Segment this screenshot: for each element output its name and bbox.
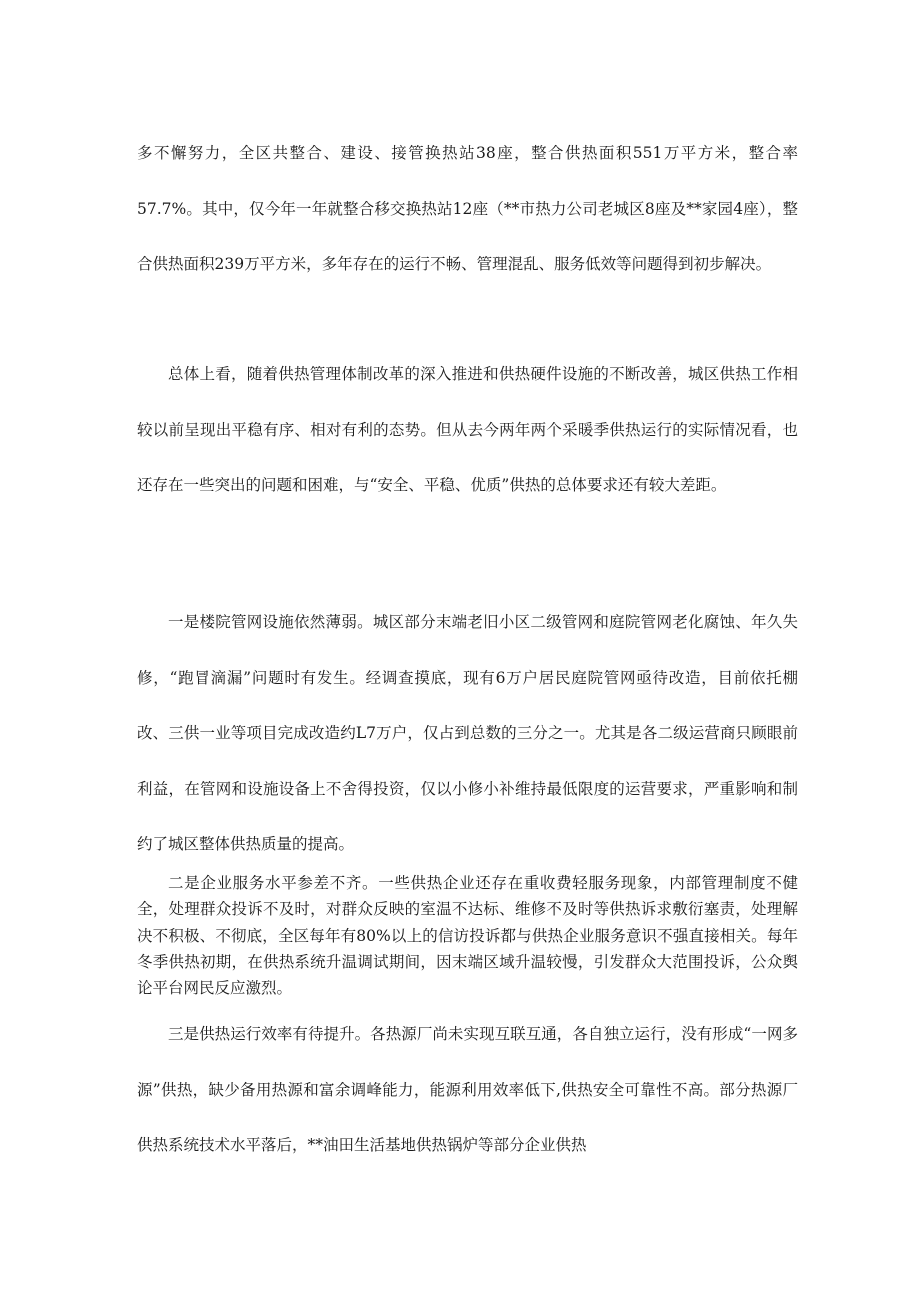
- paragraph-service-level-issue: 二是企业服务水平参差不齐。一些供热企业还存在重收费轻服务现象，内部管理制度不健全，处理群众投诉不及时，对群众反映的室温不达标、维修不及时等供热诉求敷衍塞责，处理解决不积极、不彻底，全区每年有80%以上的信访投诉都与供热企业服务意识不强直接相关。每年冬季供热初期，在供热系统升温调试期间，因末端区域升温较慢，引发群众大范围投诉，公众舆论平台网民反应激烈。: [137, 874, 798, 998]
- paragraph-pipe-network-issue: 一是楼院管网设施依然薄弱。城区部分末端老旧小区二级管网和庭院管网老化腐蚀、年久失修，“跑冒滴漏”问题时有发生。经调查摸底，现有6万户居民庭院管网亟待改造，目前依托棚改、三供一业等项目完成改造约L7万户，仅占到总数的三分之一。尤其是各二级运营商只顾眼前利益，在管网和设施设备上不舍得投资，仅以小修小补维持最低限度的运营要求，严重影响和制约了城区整体供热质量的提高。: [137, 613, 798, 853]
- paragraph-operation-efficiency-issue: 三是供热运行效率有待提升。各热源厂尚未实现互联互通，各自独立运行，没有形成“一网多源”供热，缺少备用热源和富余调峰能力，能源利用效率低下,供热安全可靠性不高。部分热源厂供热系统技术水平落后，**油田生活基地供热锅炉等部分企业供热: [137, 1025, 798, 1154]
- paragraph-integration-results: 多不懈努力，全区共整合、建设、接管换热站38座，整合供热面积551万平方米，整合率57.7%。其中，仅今年一年就整合移交换热站12座（**市热力公司老城区8座及**家园4座），整合供热面积239万平方米，多年存在的运行不畅、管理混乱、服务低效等问题得到初步解决。: [137, 144, 798, 273]
- paragraph-overall-assessment: 总体上看，随着供热管理体制改革的深入推进和供热硬件设施的不断改善，城区供热工作相较以前呈现出平稳有序、相对有利的态势。但从去今两年两个采暖季供热运行的实际情况看，也还存在一些突出的问题和困难，与“安全、平稳、优质”供热的总体要求还有较大差距。: [137, 365, 798, 494]
